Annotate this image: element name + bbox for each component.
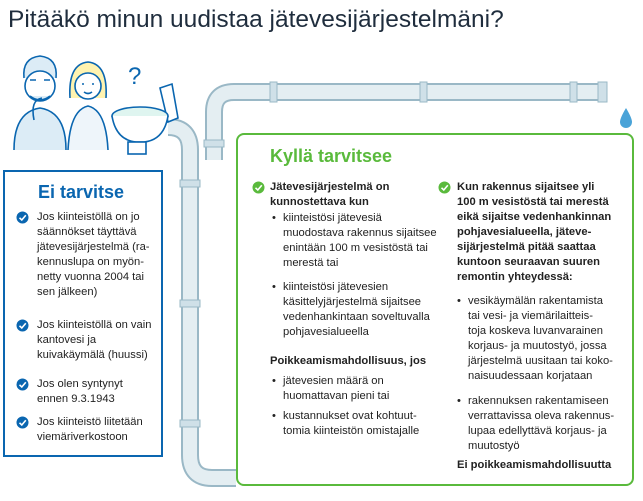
exception-bullet: • kustannukset ovat kohtuut- tomia kiinteistön omistajalle xyxy=(283,409,419,439)
col1-bullet: • kiinteistösi jätevesiä muodostava rakennus sijaitsee enintään 100 m vesistöstä tai merestä tai xyxy=(283,211,437,271)
no-need-heading: Ei tarvitse xyxy=(38,182,125,202)
no-need-item: Jos kiinteistö liitetään viemäriverkostoon xyxy=(37,416,143,443)
check-icon xyxy=(252,181,265,194)
check-icon xyxy=(16,319,29,332)
check-icon xyxy=(16,416,29,429)
no-need-item: Jos kiinteistöllä on jo säännökset täyttävä jätevesijärjestelmä (ra- kennuslupa on myön- netty vuonna 2004 tai sen jälkeen) xyxy=(37,211,150,298)
check-icon xyxy=(16,211,29,224)
question-mark: ? xyxy=(128,63,142,90)
page-title: Pitääkö minun uudistaa jätevesijärjestelmäni? xyxy=(8,6,504,33)
col2-footer: Ei poikkeamismahdollisuutta xyxy=(457,459,612,471)
no-need-item: Jos kiinteistöllä on vain kantovesi ja kuivakäymälä (huussi) xyxy=(37,319,152,361)
check-icon xyxy=(16,378,29,391)
exception-bullet: • jätevesien määrä on huomattavan pieni tai xyxy=(283,374,389,404)
col1-bullet: • kiinteistösi jätevesien käsittelyjärjestelmä sijaitsee vedenhankintaan soveltuvalla pohjavesialueella xyxy=(283,280,430,340)
col2-bullet: • vesikäymälän rakentamista tai vesi- ja viemärilaitteis- toja koskeva luvanvarainen korjaus- ja muutostyö, jossa järjestelmä uusitaan tai koko- naisuudessaan korjataan xyxy=(468,294,613,384)
check-icon xyxy=(438,181,451,194)
col2-bullet: • rakennuksen rakentamiseen verrattavissa oleva rakennus- lupaa edellyttävä korjaus- ja muutostyö xyxy=(468,394,614,454)
col1-lead: Jätevesijärjestelmä on kunnostettava kun xyxy=(270,181,390,208)
yes-needed-heading: Kyllä tarvitsee xyxy=(270,146,393,166)
col2-lead: Kun rakennus sijaitsee yli 100 m vesistöstä tai merestä eikä sijaitse vedenhankinnan pohjavesialueella, jäteve- sijärjestelmä pitää saattaa kuntoon seuraavan suuren remontin yhteydessä: xyxy=(457,181,612,283)
no-need-item: Jos olen syntynyt ennen 9.3.1943 xyxy=(37,378,123,405)
exceptions-heading: Poikkeamismahdollisuus, jos xyxy=(270,355,427,367)
